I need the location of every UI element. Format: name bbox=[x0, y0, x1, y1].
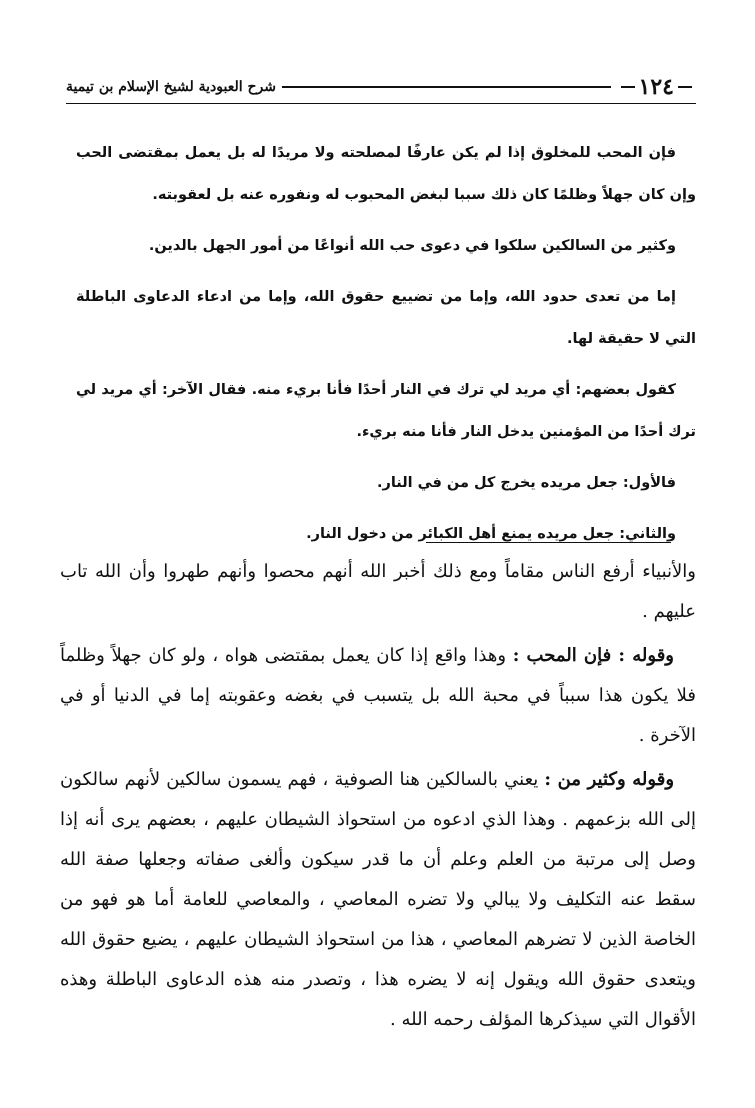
running-title: شرح العبودية لشيخ الإسلام بن تيمية bbox=[66, 79, 277, 95]
matn-paragraph: والثاني: جعل مريده يمنع أهل الكبائر من دخول النار. bbox=[306, 526, 676, 542]
page-number-dash bbox=[678, 86, 692, 88]
page-number: ١٢٤ bbox=[638, 74, 674, 100]
commentary-paragraph bbox=[60, 636, 696, 756]
commentary-body: وهذا واقع إذا كان يعمل بمقتضى هواه ، ولو كان جهلاً وظلماً فلا يكون هذا سبباً في محبة الله بل يتسبب في بغضه وعقوبته إما في الدنيا أو في الآخرة . bbox=[60, 645, 696, 746]
matn-paragraph: فإن المحب للمخلوق إذا لم يكن عارفًا لمصلحته ولا مريدًا له بل يعمل بمقتضى الحب وإن كان جهلاً وظلمًا كان ذلك سببا لبغض المحبوب له ونفوره عنه بل لعقوبته. bbox=[76, 145, 696, 203]
commentary-paragraph bbox=[60, 760, 696, 1040]
commentary-paragraph: والأنبياء أرفع الناس مقاماً ومع ذلك أخبر الله أنهم محصوا وأنهم طهروا وأن الله تاب عليهم . bbox=[60, 561, 696, 622]
matn-paragraph: إما من تعدى حدود الله، وإما من تضييع حقوق الله، وإما من ادعاء الدعاوى الباطلة التي لا حقيقة لها. bbox=[76, 289, 696, 347]
commentary-text bbox=[60, 552, 696, 1044]
page-header bbox=[66, 70, 696, 104]
commentary-lead: وقوله وكثير من : bbox=[544, 769, 675, 790]
commentary-body: يعني بالسالكين هنا الصوفية ، فهم يسمون سالكين لأنهم سالكون إلى الله بزعمهم . وهذا الذي ادعوه من استحواذ الشيطان عليهم ، بعضهم يرى أنه إذا وصل إلى مرتبة من العلم وعلم أن ما قدر سيكون وألغى صفاته وجعلها صفة الله سقط عنه التكليف ولا يبالي ولا تضره المعاصي ، والمعاصي للعامة أما هو فهو من الخاصة الذين لا تضرهم المعاصي ، هذا من استحواذ الشيطان عليهم ، يضيع حقوق الله ويتعدى حقوق الله ويقول إنه لا يضره هذا ، وتصدر منه هذه الدعاوى الباطلة وهذه الأقوال التي سيذكرها المؤلف رحمه الله . bbox=[60, 769, 696, 1030]
matn-paragraph: كقول بعضهم: أي مريد لي ترك في النار أحدًا فأنا بريء منه. فقال الآخر: أي مريد لي ترك أحدًا من المؤمنين يدخل النار فأنا منه بريء. bbox=[76, 382, 696, 440]
matn-paragraph: فالأول: جعل مريده يخرج كل من في النار. bbox=[377, 475, 676, 491]
matn-paragraph: وكثير من السالكين سلكوا في دعوى حب الله أنواعًا من أمور الجهل بالدين. bbox=[148, 238, 676, 254]
page-number-dash bbox=[621, 86, 635, 88]
commentary-lead: وقوله : فإن المحب : bbox=[512, 645, 674, 666]
header-rule bbox=[66, 103, 696, 104]
header-line bbox=[282, 86, 611, 88]
section-separator bbox=[426, 542, 671, 543]
main-text bbox=[76, 132, 696, 564]
